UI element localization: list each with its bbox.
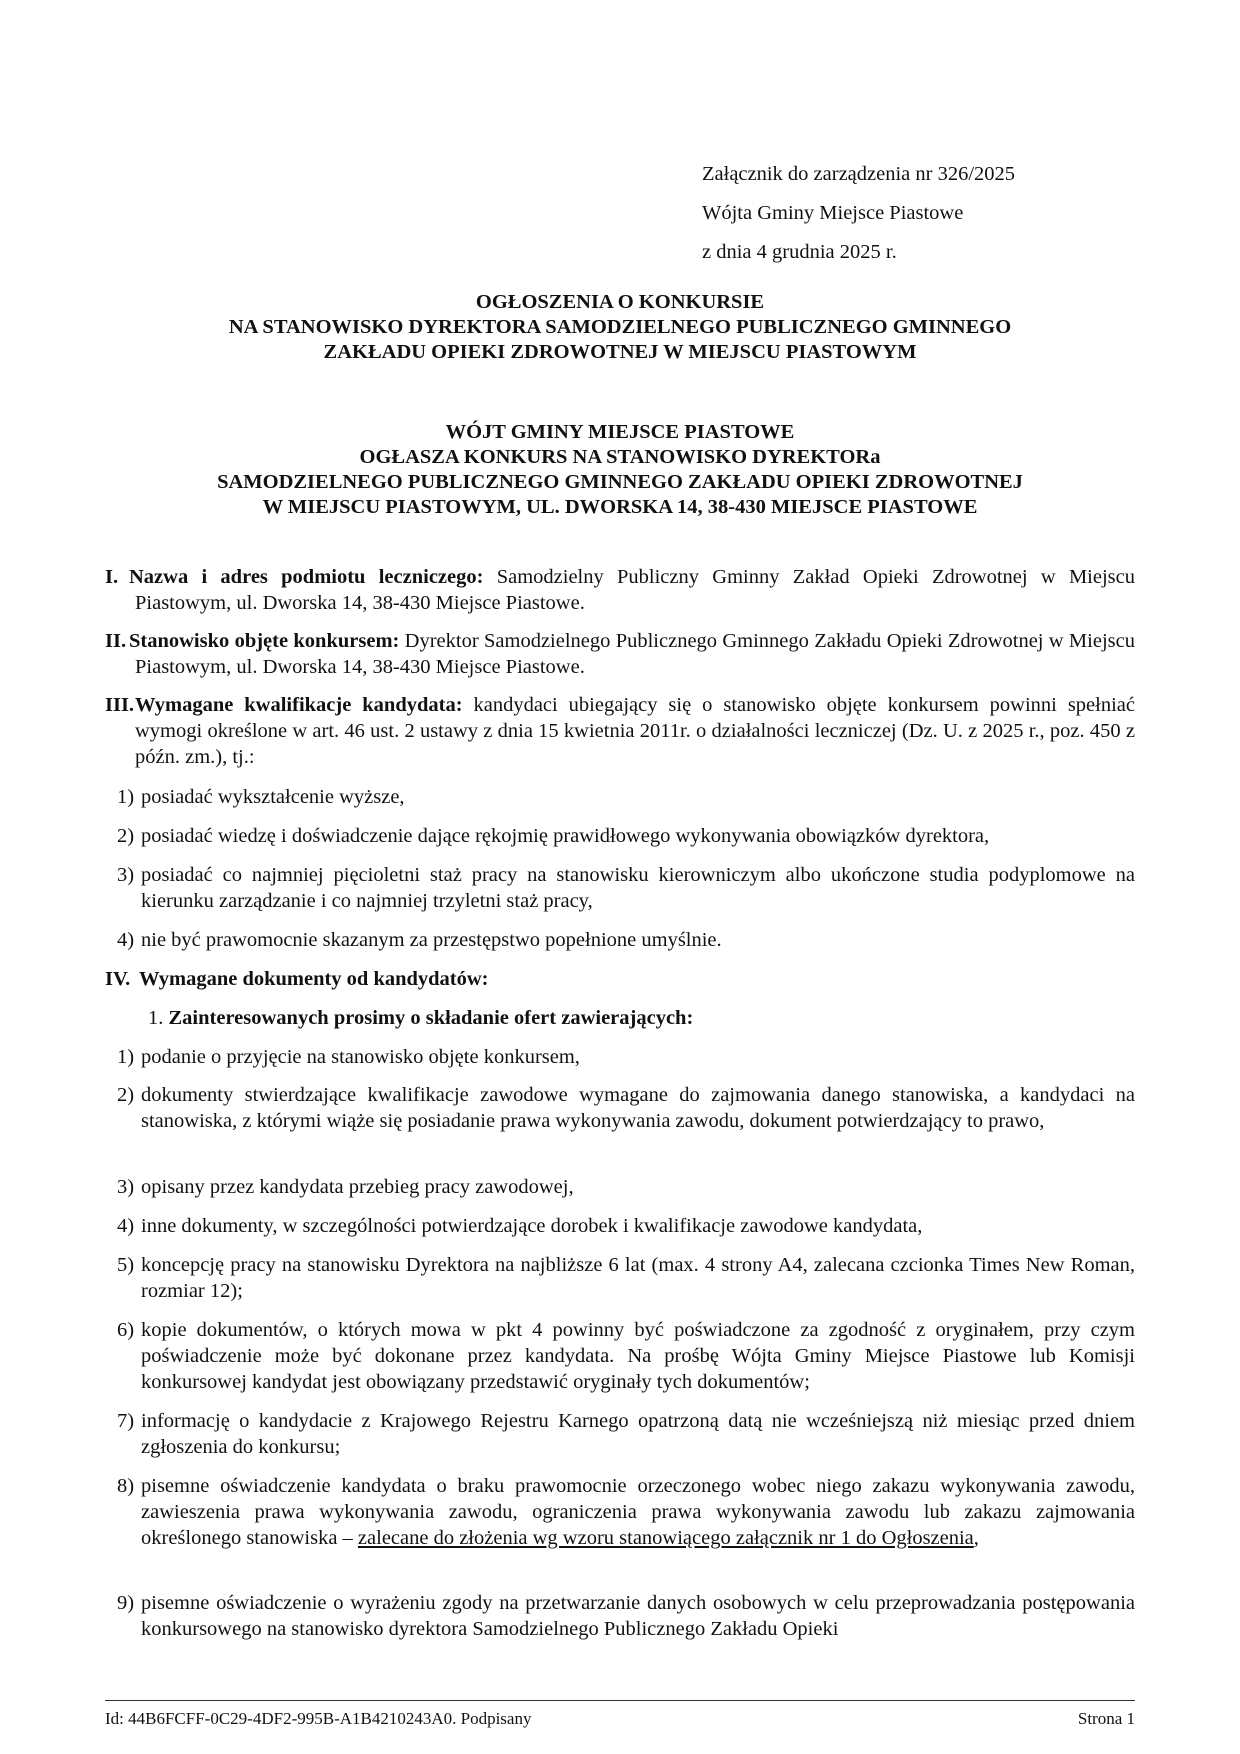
- section-2: [105, 628, 1135, 680]
- item-text: posiadać co najmniej pięcioletni staż pracy na stanowisku kierowniczym albo ukończone studia podyplomowe na kierunku zarządzanie i co najmniej trzyletni staż pracy,: [141, 864, 1135, 912]
- title-line-3: ZAKŁADU OPIEKI ZDROWOTNEJ W MIEJSCU PIASTOWYM: [323, 341, 917, 363]
- item-number: 2): [117, 1084, 135, 1106]
- footer-divider: [105, 1700, 1135, 1701]
- item-text: kopie dokumentów, o których mowa w pkt 4 powinny być poświadczone za zgodność z oryginałem, przy czym poświadczenie może być dokonane przez kandydata. Na prośbę Wójta Gminy Miejsce Piastowe lub Komisji konkursowej kandydat jest obowiązany przedstawić oryginały tych dokumentów;: [141, 1319, 1135, 1393]
- section-3: [105, 692, 1135, 770]
- item-text: podanie o przyjęcie na stanowisko objęte konkursem,: [141, 1046, 580, 1068]
- title-line-2: NA STANOWISKO DYREKTORA SAMODZIELNEGO PUBLICZNEGO GMINNEGO: [228, 316, 1012, 338]
- title-line-1: OGŁOSZENIA O KONKURSIE: [475, 291, 765, 313]
- section-4-number: IV.: [105, 968, 131, 990]
- section-4: [105, 966, 1135, 992]
- section-1-label: Nazwa i adres podmiotu leczniczego:: [129, 566, 484, 588]
- item-text: informację o kandydacie z Krajowego Rejestru Karnego opatrzoną datą nie wcześniejszą niż miesiąc przed dniem zgłoszenia do konkursu;: [141, 1410, 1135, 1458]
- item-number: 6): [117, 1319, 135, 1341]
- announcement-line-2: OGŁASZA KONKURS NA STANOWISKO DYREKTORa: [359, 446, 881, 468]
- item-text: pisemne oświadczenie kandydata o braku prawomocnie orzeczonego wobec niego zakazu wykonywania zawodu, zawieszenia prawa wykonywania zawodu, ograniczenia prawa wykonywania zawodu lub zakazu zajmowania określonego stanowiska –: [141, 1475, 1135, 1549]
- subheading-label: Zainteresowanych prosimy o składanie ofert zawierających:: [168, 1007, 694, 1029]
- item-text: inne dokumenty, w szczególności potwierdzające dorobek i kwalifikacje zawodowe kandydata,: [141, 1215, 923, 1237]
- item-number: 2): [117, 825, 135, 847]
- qualification-item: [117, 784, 1135, 810]
- document-item: [117, 1082, 1135, 1134]
- announcement-line-1: WÓJT GMINY MIEJSCE PIASTOWE: [445, 421, 795, 443]
- attachment-note-line-2: Wójta Gminy Miejsce Piastowe: [702, 202, 964, 224]
- item-text: posiadać wykształcenie wyższe,: [141, 786, 405, 808]
- item-number: 9): [117, 1592, 135, 1614]
- item-text: opisany przez kandydata przebieg pracy zawodowej,: [141, 1176, 574, 1198]
- item-number: 4): [117, 929, 135, 951]
- section-3-number: III.: [105, 694, 135, 716]
- subheading-number: 1.: [148, 1007, 164, 1029]
- announcement-line-4: W MIEJSCU PIASTOWYM, UL. DWORSKA 14, 38-430 MIEJSCE PIASTOWE: [262, 496, 978, 518]
- template-reference-link[interactable]: zalecane do złożenia wg wzoru stanowiącego załącznik nr 1 do Ogłoszenia: [357, 1527, 974, 1549]
- section-1-text: Samodzielny Publiczny Gminny Zakład Opieki Zdrowotnej w Miejscu Piastowym, ul. Dworska 14, 38-430 Miejsce Piastowe.: [135, 566, 1135, 614]
- document-item: [117, 1590, 1135, 1642]
- item-number: 3): [117, 864, 135, 886]
- attachment-note-line-1: Załącznik do zarządzenia nr 326/2025: [702, 163, 1016, 185]
- qualification-item: [117, 823, 1135, 849]
- section-3-text: kandydaci ubiegający się o stanowisko objęte konkursem powinni spełniać wymogi określone w art. 46 ust. 2 ustawy z dnia 15 kwietnia 2011r. o działalności leczniczej (Dz. U. z 2025 r., poz. 450 z późn. zm.), tj.:: [135, 694, 1135, 768]
- document-item: [117, 1473, 1135, 1551]
- document-id: Id: 44B6FCFF-0C29-4DF2-995B-A1B4210243A0. Podpisany: [105, 1709, 532, 1728]
- document-title: [105, 290, 1135, 365]
- item-text-tail: ,: [973, 1527, 979, 1549]
- attachment-note-line-3: z dnia 4 grudnia 2025 r.: [702, 241, 897, 263]
- item-number: 4): [117, 1215, 135, 1237]
- item-text: koncepcję pracy na stanowisku Dyrektora na najbliższe 6 lat (max. 4 strony A4, zalecana czcionka Times New Roman, rozmiar 12);: [141, 1254, 1135, 1302]
- document-item: [117, 1044, 1135, 1070]
- section-4-label: Wymagane dokumenty od kandydatów:: [139, 968, 489, 990]
- item-text: nie być prawomocnie skazanym za przestępstwo popełnione umyślnie.: [141, 929, 722, 951]
- section-2-text: Dyrektor Samodzielnego Publicznego Gminnego Zakładu Opieki Zdrowotnej w Miejscu Piastowym, ul. Dworska 14, 38-430 Miejsce Piastowe.: [135, 630, 1135, 678]
- item-number: 7): [117, 1410, 135, 1432]
- document-item: [117, 1213, 1135, 1239]
- announcement-line-3: SAMODZIELNEGO PUBLICZNEGO GMINNEGO ZAKŁADU OPIEKI ZDROWOTNEJ: [217, 471, 1023, 493]
- item-number: 5): [117, 1254, 135, 1276]
- document-item: [117, 1317, 1135, 1395]
- qualification-item: [117, 862, 1135, 914]
- section-3-label: Wymagane kwalifikacje kandydata:: [135, 694, 463, 716]
- section-4-subheading: [148, 1005, 693, 1031]
- item-text: pisemne oświadczenie o wyrażeniu zgody na przetwarzanie danych osobowych w celu przeprowadzania postępowania konkursowego na stanowisko dyrektora Samodzielnego Publicznego Zakładu Opieki: [141, 1592, 1135, 1640]
- qualification-item: [117, 927, 1135, 953]
- item-number: 3): [117, 1176, 135, 1198]
- announcement-heading: [105, 420, 1135, 520]
- item-number: 1): [117, 786, 135, 808]
- document-item: [117, 1174, 1135, 1200]
- document-item: [117, 1252, 1135, 1304]
- item-text: dokumenty stwierdzające kwalifikacje zawodowe wymagane do zajmowania danego stanowiska, a kandydaci na stanowiska, z którymi wiąże się posiadanie prawa wykonywania zawodu, dokument potwierdzający to prawo,: [141, 1084, 1135, 1132]
- document-item: [117, 1408, 1135, 1460]
- section-2-label: Stanowisko objęte konkursem:: [129, 630, 400, 652]
- section-1: [105, 564, 1135, 616]
- item-number: 8): [117, 1475, 135, 1497]
- item-number: 1): [117, 1046, 135, 1068]
- page-number: Strona 1: [1077, 1709, 1135, 1728]
- section-2-number: II.: [105, 630, 127, 652]
- section-1-number: I.: [105, 566, 119, 588]
- item-text: posiadać wiedzę i doświadczenie dające rękojmię prawidłowego wykonywania obowiązków dyrektora,: [141, 825, 990, 847]
